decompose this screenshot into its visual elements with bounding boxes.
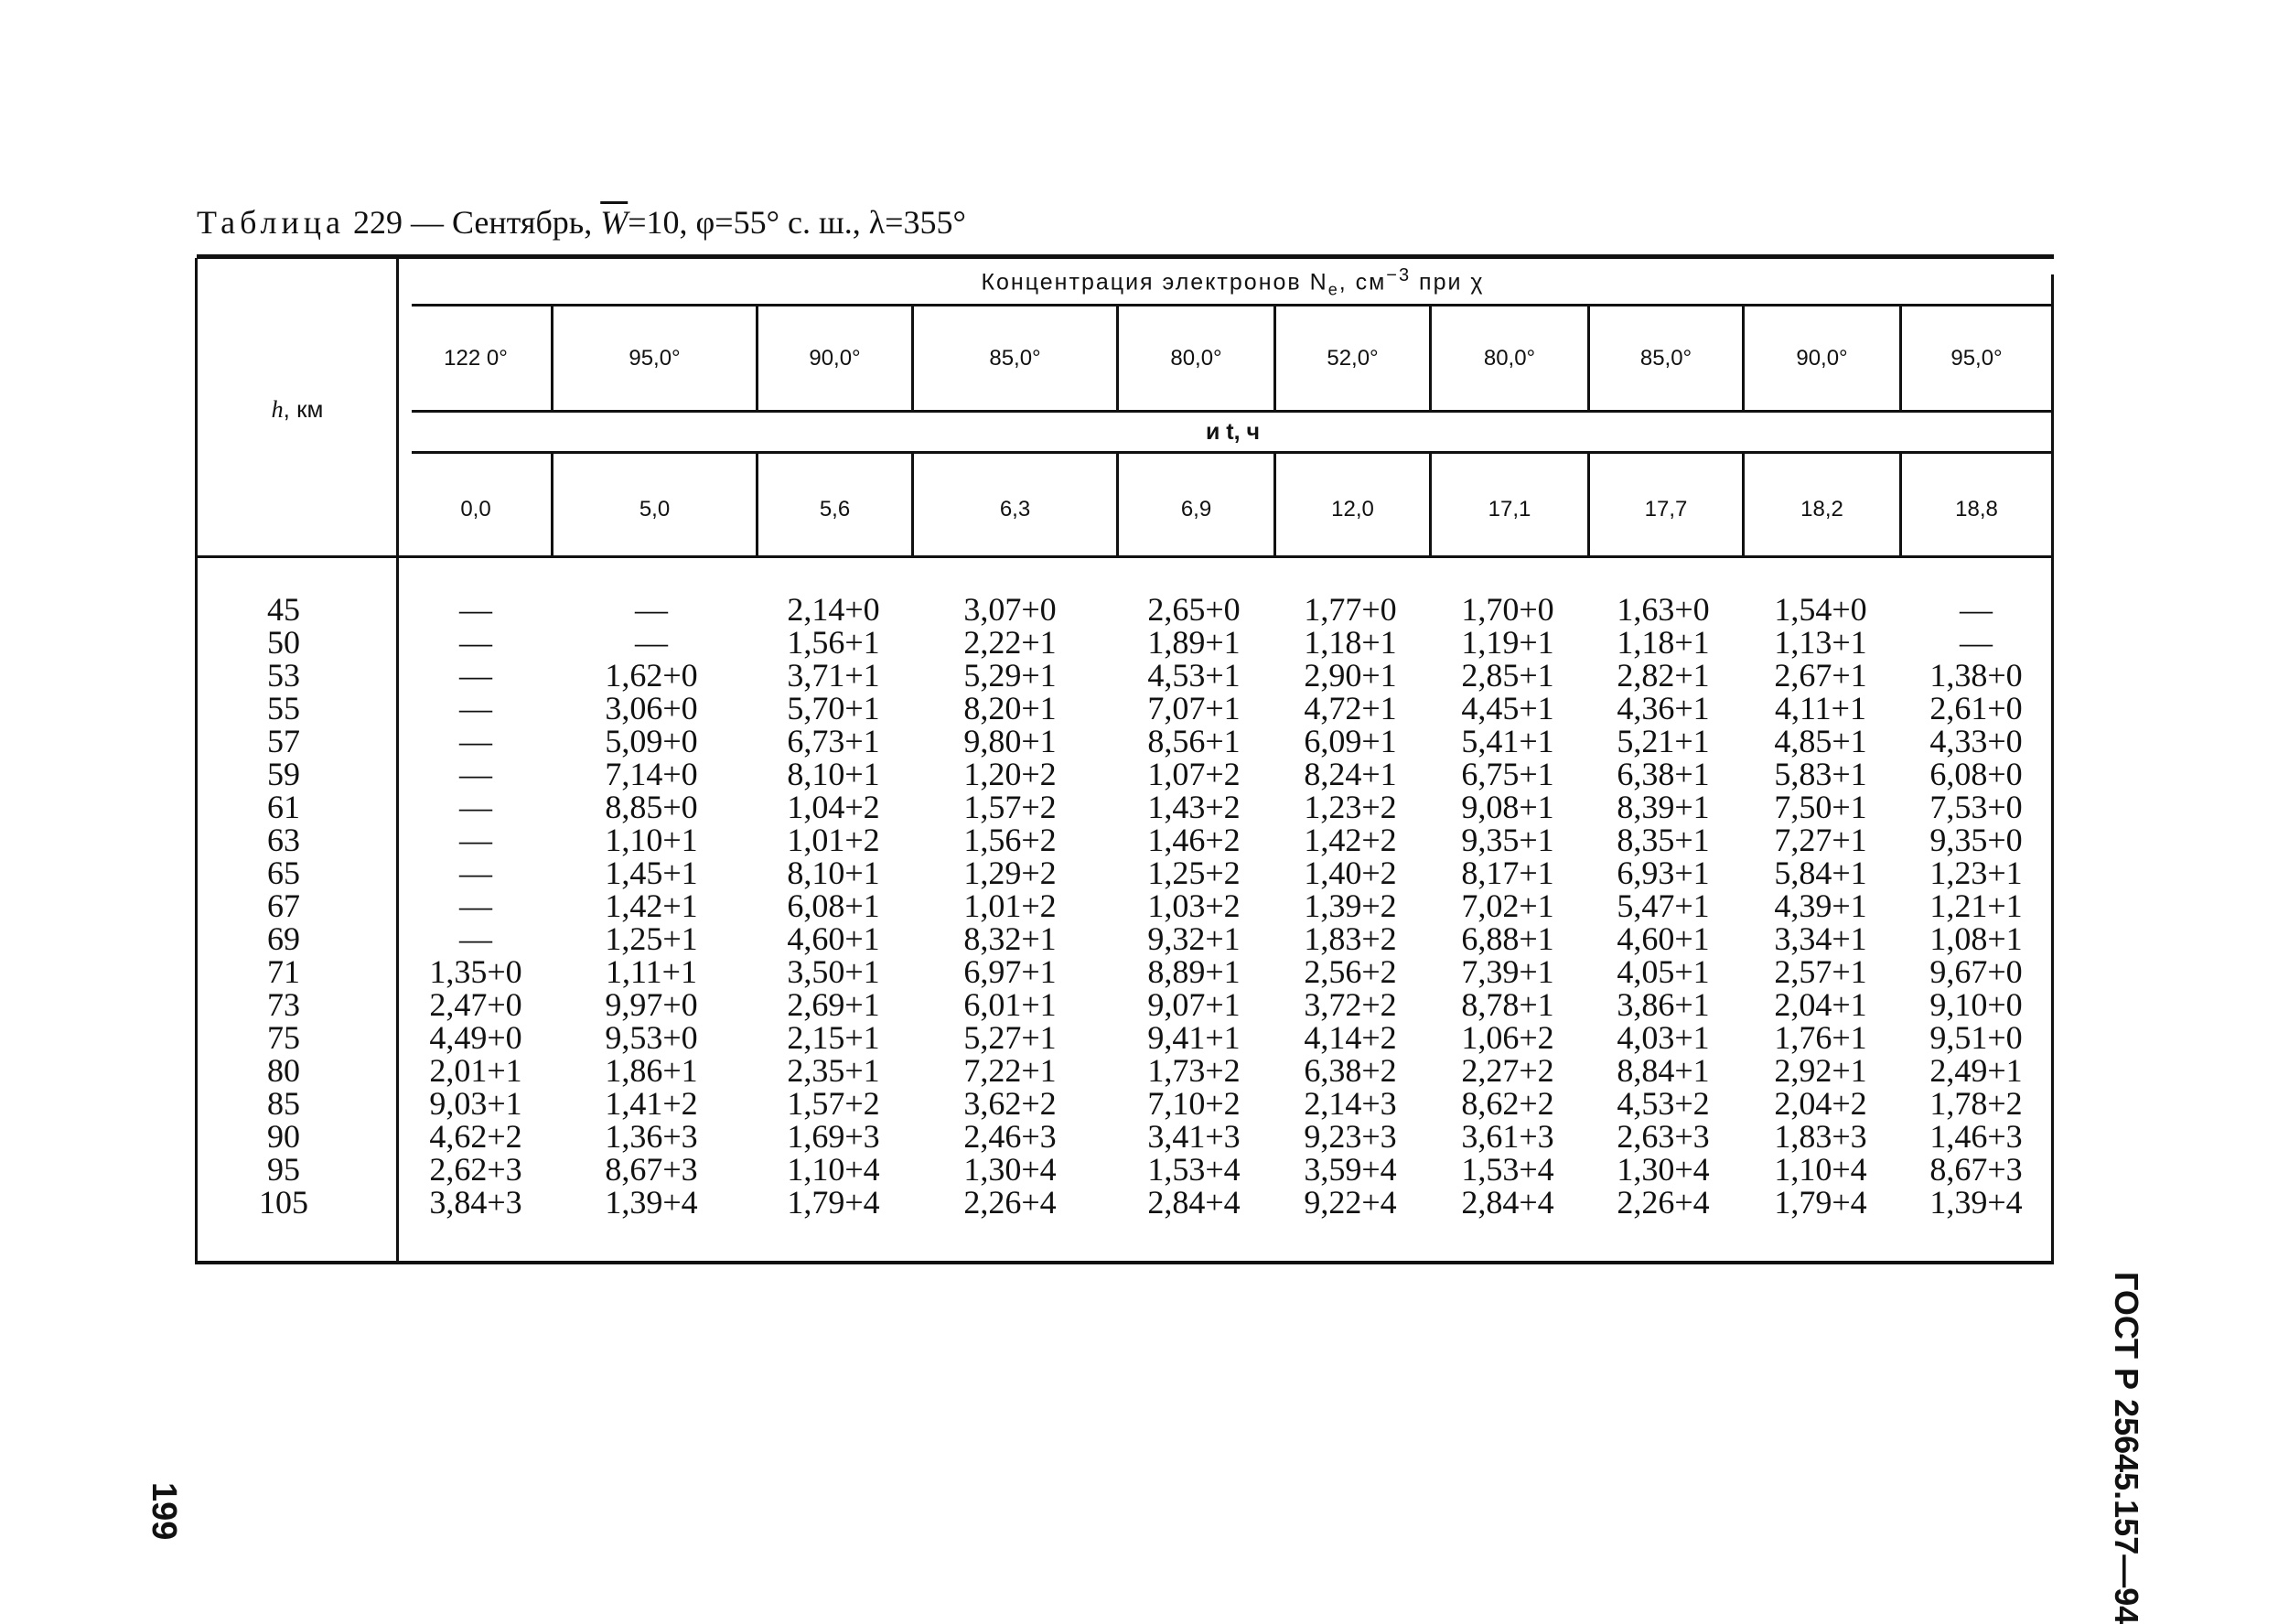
- concentration-cell: 1,01+2: [787, 822, 880, 858]
- concentration-cell: 2,65+0: [1147, 591, 1241, 628]
- concentration-cell: 1,77+0: [1304, 591, 1397, 628]
- t-label-rule: [412, 451, 2054, 454]
- concentration-cell: 9,35+1: [1461, 822, 1554, 858]
- table-top-rule: [197, 254, 2054, 259]
- concentration-cell: 4,45+1: [1461, 690, 1554, 726]
- height-cell: 69: [267, 920, 300, 957]
- concentration-cell: 1,56+1: [787, 624, 880, 661]
- chi-value: 90,0°: [1796, 346, 1848, 371]
- height-cell: 90: [267, 1118, 300, 1155]
- concentration-cell: 1,23+2: [1304, 789, 1397, 825]
- standard-designation: ГОСТ Р 25645.157—94: [2108, 1272, 2145, 1624]
- concentration-cell: 8,67+3: [1929, 1151, 2023, 1188]
- concentration-cell: 9,32+1: [1147, 920, 1241, 957]
- concentration-cell: 9,10+0: [1929, 986, 2023, 1023]
- concentration-cell: 2,14+0: [787, 591, 880, 628]
- concentration-cell: —: [1960, 591, 1993, 628]
- concentration-cell: 8,10+1: [787, 756, 880, 792]
- t-value: 5,6: [819, 497, 851, 522]
- concentration-cell: 1,69+3: [787, 1118, 880, 1155]
- concentration-cell: 1,18+1: [1617, 624, 1710, 661]
- concentration-cell: —: [459, 657, 492, 694]
- concentration-cell: 4,11+1: [1775, 690, 1866, 726]
- concentration-cell: 1,01+2: [963, 887, 1057, 924]
- concentration-cell: 2,47+0: [429, 986, 522, 1023]
- concentration-cell: 1,39+4: [1929, 1184, 2023, 1221]
- concentration-cell: 1,42+2: [1304, 822, 1397, 858]
- concentration-cell: —: [459, 920, 492, 957]
- concentration-cell: 1,04+2: [787, 789, 880, 825]
- concentration-cell: 3,50+1: [787, 953, 880, 990]
- concentration-cell: 2,90+1: [1304, 657, 1397, 694]
- concentration-cell: 1,73+2: [1147, 1052, 1241, 1089]
- height-cell: 71: [267, 953, 300, 990]
- concentration-cell: 4,53+1: [1147, 657, 1241, 694]
- concentration-cell: 1,06+2: [1461, 1019, 1554, 1056]
- concentration-cell: 1,23+1: [1929, 855, 2023, 891]
- concentration-cell: 2,26+4: [963, 1184, 1057, 1221]
- concentration-cell: 8,89+1: [1147, 953, 1241, 990]
- t-value: 0,0: [460, 497, 491, 522]
- concentration-cell: 6,08+1: [787, 887, 880, 924]
- concentration-cell: 2,85+1: [1461, 657, 1554, 694]
- concentration-cell: 6,73+1: [787, 723, 880, 759]
- concentration-cell: 1,79+4: [1774, 1184, 1867, 1221]
- concentration-cell: 1,42+1: [605, 887, 698, 924]
- t-value: 17,7: [1644, 497, 1688, 522]
- concentration-cell: 7,50+1: [1774, 789, 1867, 825]
- t-value: 6,3: [999, 497, 1031, 522]
- t-value: 17,1: [1488, 497, 1531, 522]
- concentration-cell: 2,27+2: [1461, 1052, 1554, 1089]
- concentration-cell: 4,33+0: [1929, 723, 2023, 759]
- concentration-cell: 8,67+3: [605, 1151, 698, 1188]
- concentration-cell: 6,09+1: [1304, 723, 1397, 759]
- concentration-cell: 4,62+2: [429, 1118, 522, 1155]
- concentration-cell: 7,22+1: [963, 1052, 1057, 1089]
- concentration-cell: 4,36+1: [1617, 690, 1710, 726]
- h-variable: h: [271, 396, 284, 423]
- t-value: 5,0: [639, 497, 671, 522]
- chi-value: 52,0°: [1327, 346, 1379, 371]
- concentration-cell: 5,09+0: [605, 723, 698, 759]
- group-tail: при χ: [1411, 269, 1485, 296]
- concentration-cell: 3,07+0: [963, 591, 1057, 628]
- concentration-cell: 2,56+2: [1304, 953, 1397, 990]
- height-cell: 67: [267, 887, 300, 924]
- height-cell: 45: [267, 591, 300, 628]
- concentration-cell: —: [459, 591, 492, 628]
- concentration-cell: 8,39+1: [1617, 789, 1710, 825]
- concentration-cell: 1,08+1: [1929, 920, 2023, 957]
- concentration-cell: 1,11+1: [606, 953, 697, 990]
- concentration-cell: 9,67+0: [1929, 953, 2023, 990]
- concentration-cell: 1,43+2: [1147, 789, 1241, 825]
- concentration-cell: 1,29+2: [963, 855, 1057, 891]
- concentration-cell: 1,19+1: [1461, 624, 1554, 661]
- concentration-cell: 8,56+1: [1147, 723, 1241, 759]
- concentration-cell: 3,61+3: [1461, 1118, 1554, 1155]
- concentration-cell: 2,22+1: [963, 624, 1057, 661]
- t-value: 12,0: [1331, 497, 1374, 522]
- concentration-cell: 6,97+1: [963, 953, 1057, 990]
- group-exponent: −3: [1386, 265, 1412, 285]
- chi-value: 90,0°: [809, 346, 861, 371]
- t-value: 18,2: [1800, 497, 1843, 522]
- concentration-cell: 4,03+1: [1617, 1019, 1710, 1056]
- concentration-cell: 3,71+1: [787, 657, 880, 694]
- concentration-cell: 3,59+4: [1304, 1151, 1397, 1188]
- concentration-cell: 2,15+1: [787, 1019, 880, 1056]
- concentration-cell: 1,10+1: [605, 822, 698, 858]
- concentration-cell: 2,67+1: [1774, 657, 1867, 694]
- concentration-cell: 9,53+0: [605, 1019, 698, 1056]
- concentration-cell: 8,78+1: [1461, 986, 1554, 1023]
- concentration-cell: —: [1960, 624, 1993, 661]
- concentration-cell: 2,84+4: [1461, 1184, 1554, 1221]
- concentration-cell: 5,84+1: [1774, 855, 1867, 891]
- concentration-cell: 6,01+1: [963, 986, 1057, 1023]
- concentration-cell: 1,62+0: [605, 657, 698, 694]
- concentration-cell: 1,54+0: [1774, 591, 1867, 628]
- concentration-cell: 5,83+1: [1774, 756, 1867, 792]
- t-label: и t, ч: [1205, 419, 1261, 445]
- concentration-cell: 6,38+1: [1617, 756, 1710, 792]
- concentration-cell: 8,17+1: [1461, 855, 1554, 891]
- t-value: 18,8: [1955, 497, 1998, 522]
- group-header: [412, 265, 2054, 299]
- concentration-cell: 9,35+0: [1929, 822, 2023, 858]
- concentration-cell: 2,01+1: [429, 1052, 522, 1089]
- concentration-cell: 1,38+0: [1929, 657, 2023, 694]
- height-cell: 75: [267, 1019, 300, 1056]
- concentration-cell: 7,39+1: [1461, 953, 1554, 990]
- concentration-cell: 4,85+1: [1774, 723, 1867, 759]
- chi-value: 95,0°: [629, 346, 681, 371]
- concentration-cell: 5,21+1: [1617, 723, 1710, 759]
- concentration-cell: —: [459, 624, 492, 661]
- concentration-cell: 3,34+1: [1774, 920, 1867, 957]
- concentration-cell: —: [635, 591, 668, 628]
- concentration-cell: 1,30+4: [963, 1151, 1057, 1188]
- concentration-cell: 3,86+1: [1617, 986, 1710, 1023]
- concentration-cell: 1,83+2: [1304, 920, 1397, 957]
- concentration-cell: 1,20+2: [963, 756, 1057, 792]
- concentration-cell: 7,14+0: [605, 756, 698, 792]
- concentration-cell: 1,10+4: [787, 1151, 880, 1188]
- chi-value: 85,0°: [1639, 346, 1692, 371]
- concentration-cell: 2,49+1: [1929, 1052, 2023, 1089]
- concentration-cell: 2,14+3: [1304, 1085, 1397, 1122]
- concentration-cell: 5,47+1: [1617, 887, 1710, 924]
- concentration-cell: 2,26+4: [1617, 1184, 1710, 1221]
- chi-row-rule: [412, 410, 2054, 413]
- concentration-cell: 8,84+1: [1617, 1052, 1710, 1089]
- concentration-cell: 7,27+1: [1774, 822, 1867, 858]
- concentration-cell: 6,08+0: [1929, 756, 2023, 792]
- concentration-cell: 8,24+1: [1304, 756, 1397, 792]
- caption-month: Сентябрь,: [451, 204, 593, 241]
- concentration-cell: 9,08+1: [1461, 789, 1554, 825]
- concentration-cell: 4,60+1: [1617, 920, 1710, 957]
- height-cell: 63: [267, 822, 300, 858]
- concentration-cell: 4,60+1: [787, 920, 880, 957]
- concentration-cell: 3,72+2: [1304, 986, 1397, 1023]
- height-cell: 105: [259, 1184, 308, 1221]
- concentration-cell: 1,25+2: [1147, 855, 1241, 891]
- concentration-cell: 7,07+1: [1147, 690, 1241, 726]
- concentration-cell: 1,21+1: [1929, 887, 2023, 924]
- concentration-cell: 1,39+4: [605, 1184, 698, 1221]
- caption-lambda: λ=355°: [868, 204, 966, 241]
- concentration-cell: 1,78+2: [1929, 1085, 2023, 1122]
- concentration-cell: —: [459, 723, 492, 759]
- concentration-cell: 1,39+2: [1304, 887, 1397, 924]
- concentration-cell: 1,57+2: [787, 1085, 880, 1122]
- table-caption: [197, 203, 966, 242]
- concentration-cell: 1,10+4: [1774, 1151, 1867, 1188]
- chi-value: 122 0°: [444, 346, 508, 371]
- concentration-cell: 1,83+3: [1774, 1118, 1867, 1155]
- caption-number: 229: [352, 204, 403, 241]
- concentration-cell: —: [459, 756, 492, 792]
- concentration-cell: 2,61+0: [1929, 690, 2023, 726]
- concentration-cell: 2,57+1: [1774, 953, 1867, 990]
- concentration-cell: 1,45+1: [605, 855, 698, 891]
- concentration-cell: 1,79+4: [787, 1184, 880, 1221]
- concentration-cell: —: [459, 887, 492, 924]
- concentration-cell: 6,88+1: [1461, 920, 1554, 957]
- concentration-cell: 1,46+3: [1929, 1118, 2023, 1155]
- group-unit: , см: [1338, 269, 1387, 296]
- concentration-cell: 1,56+2: [963, 822, 1057, 858]
- concentration-cell: 3,62+2: [963, 1085, 1057, 1122]
- concentration-cell: 1,18+1: [1304, 624, 1397, 661]
- t-header: [412, 419, 2054, 446]
- concentration-cell: 7,02+1: [1461, 887, 1554, 924]
- concentration-cell: 2,84+4: [1147, 1184, 1241, 1221]
- concentration-cell: 6,38+2: [1304, 1052, 1397, 1089]
- concentration-cell: 2,62+3: [429, 1151, 522, 1188]
- concentration-cell: —: [459, 822, 492, 858]
- concentration-cell: 7,53+0: [1929, 789, 2023, 825]
- concentration-cell: 4,39+1: [1774, 887, 1867, 924]
- concentration-cell: 2,69+1: [787, 986, 880, 1023]
- concentration-cell: 4,53+2: [1617, 1085, 1710, 1122]
- concentration-cell: 4,49+0: [429, 1019, 522, 1056]
- concentration-cell: 8,35+1: [1617, 822, 1710, 858]
- caption-w-symbol: $\overline{W}$: [600, 204, 629, 241]
- concentration-cell: 1,70+0: [1461, 591, 1554, 628]
- concentration-cell: 1,46+2: [1147, 822, 1241, 858]
- concentration-cell: 1,13+1: [1774, 624, 1867, 661]
- h-unit: , км: [283, 395, 324, 423]
- height-cell: 59: [267, 756, 300, 792]
- concentration-cell: —: [635, 624, 668, 661]
- t-value: 6,9: [1180, 497, 1212, 522]
- concentration-cell: 1,63+0: [1617, 591, 1710, 628]
- concentration-cell: 9,51+0: [1929, 1019, 2023, 1056]
- concentration-cell: 1,89+1: [1147, 624, 1241, 661]
- concentration-cell: 1,41+2: [605, 1085, 698, 1122]
- concentration-cell: —: [459, 690, 492, 726]
- concentration-cell: 1,86+1: [605, 1052, 698, 1089]
- height-cell: 65: [267, 855, 300, 891]
- header-bottom-rule: [197, 555, 2054, 558]
- concentration-cell: 1,76+1: [1774, 1019, 1867, 1056]
- concentration-cell: 1,35+0: [429, 953, 522, 990]
- height-cell: 61: [267, 789, 300, 825]
- concentration-cell: 4,05+1: [1617, 953, 1710, 990]
- concentration-cell: 1,25+1: [605, 920, 698, 957]
- concentration-cell: 4,72+1: [1304, 690, 1397, 726]
- concentration-cell: 3,06+0: [605, 690, 698, 726]
- concentration-cell: 8,10+1: [787, 855, 880, 891]
- concentration-cell: 1,57+2: [963, 789, 1057, 825]
- concentration-cell: —: [459, 789, 492, 825]
- concentration-cell: 8,32+1: [963, 920, 1057, 957]
- concentration-cell: 1,03+2: [1147, 887, 1241, 924]
- concentration-cell: 9,41+1: [1147, 1019, 1241, 1056]
- concentration-cell: 3,41+3: [1147, 1118, 1241, 1155]
- height-cell: 55: [267, 690, 300, 726]
- concentration-cell: 9,23+3: [1304, 1118, 1397, 1155]
- caption-dash: —: [410, 204, 444, 241]
- group-subscript: e: [1327, 280, 1339, 299]
- table-bottom-rule: [197, 1261, 2054, 1264]
- concentration-cell: 1,40+2: [1304, 855, 1397, 891]
- concentration-cell: 9,97+0: [605, 986, 698, 1023]
- concentration-cell: 9,07+1: [1147, 986, 1241, 1023]
- concentration-cell: 6,93+1: [1617, 855, 1710, 891]
- concentration-cell: 8,62+2: [1461, 1085, 1554, 1122]
- concentration-cell: 3,84+3: [429, 1184, 522, 1221]
- chi-value: 95,0°: [1950, 346, 2003, 371]
- concentration-cell: 8,20+1: [963, 690, 1057, 726]
- concentration-cell: 9,22+4: [1304, 1184, 1397, 1221]
- concentration-cell: 9,03+1: [429, 1085, 522, 1122]
- caption-phi: φ=55° с. ш.,: [695, 204, 861, 241]
- concentration-cell: 1,30+4: [1617, 1151, 1710, 1188]
- concentration-cell: 5,41+1: [1461, 723, 1554, 759]
- concentration-cell: 1,53+4: [1147, 1151, 1241, 1188]
- concentration-cell: 8,85+0: [605, 789, 698, 825]
- concentration-cell: 2,63+3: [1617, 1118, 1710, 1155]
- concentration-cell: —: [459, 855, 492, 891]
- concentration-cell: 2,92+1: [1774, 1052, 1867, 1089]
- height-cell: 50: [267, 624, 300, 661]
- group-title: Концентрация электронов N: [981, 269, 1328, 296]
- height-cell: 95: [267, 1151, 300, 1188]
- caption-lead: Таблица: [197, 204, 345, 241]
- concentration-cell: 2,04+1: [1774, 986, 1867, 1023]
- caption-w-value: =10,: [628, 204, 688, 241]
- height-cell: 53: [267, 657, 300, 694]
- height-cell: 85: [267, 1085, 300, 1122]
- height-cell: 57: [267, 723, 300, 759]
- height-cell: 80: [267, 1052, 300, 1089]
- concentration-cell: 1,07+2: [1147, 756, 1241, 792]
- concentration-cell: 1,36+3: [605, 1118, 698, 1155]
- height-cell: 73: [267, 986, 300, 1023]
- concentration-cell: 2,35+1: [787, 1052, 880, 1089]
- concentration-cell: 7,10+2: [1147, 1085, 1241, 1122]
- chi-value: 85,0°: [989, 346, 1041, 371]
- concentration-cell: 9,80+1: [963, 723, 1057, 759]
- group-title-rule: [412, 304, 2054, 307]
- concentration-cell: 5,29+1: [963, 657, 1057, 694]
- concentration-cell: 2,04+2: [1774, 1085, 1867, 1122]
- concentration-cell: 1,53+4: [1461, 1151, 1554, 1188]
- concentration-cell: 2,46+3: [963, 1118, 1057, 1155]
- h-column-header: [197, 395, 398, 424]
- page-number: 199: [145, 1482, 183, 1541]
- concentration-cell: 5,70+1: [787, 690, 880, 726]
- concentration-cell: 6,75+1: [1461, 756, 1554, 792]
- chi-value: 80,0°: [1170, 346, 1222, 371]
- chi-value: 80,0°: [1483, 346, 1536, 371]
- concentration-cell: 2,82+1: [1617, 657, 1710, 694]
- concentration-cell: 5,27+1: [963, 1019, 1057, 1056]
- concentration-cell: 4,14+2: [1304, 1019, 1397, 1056]
